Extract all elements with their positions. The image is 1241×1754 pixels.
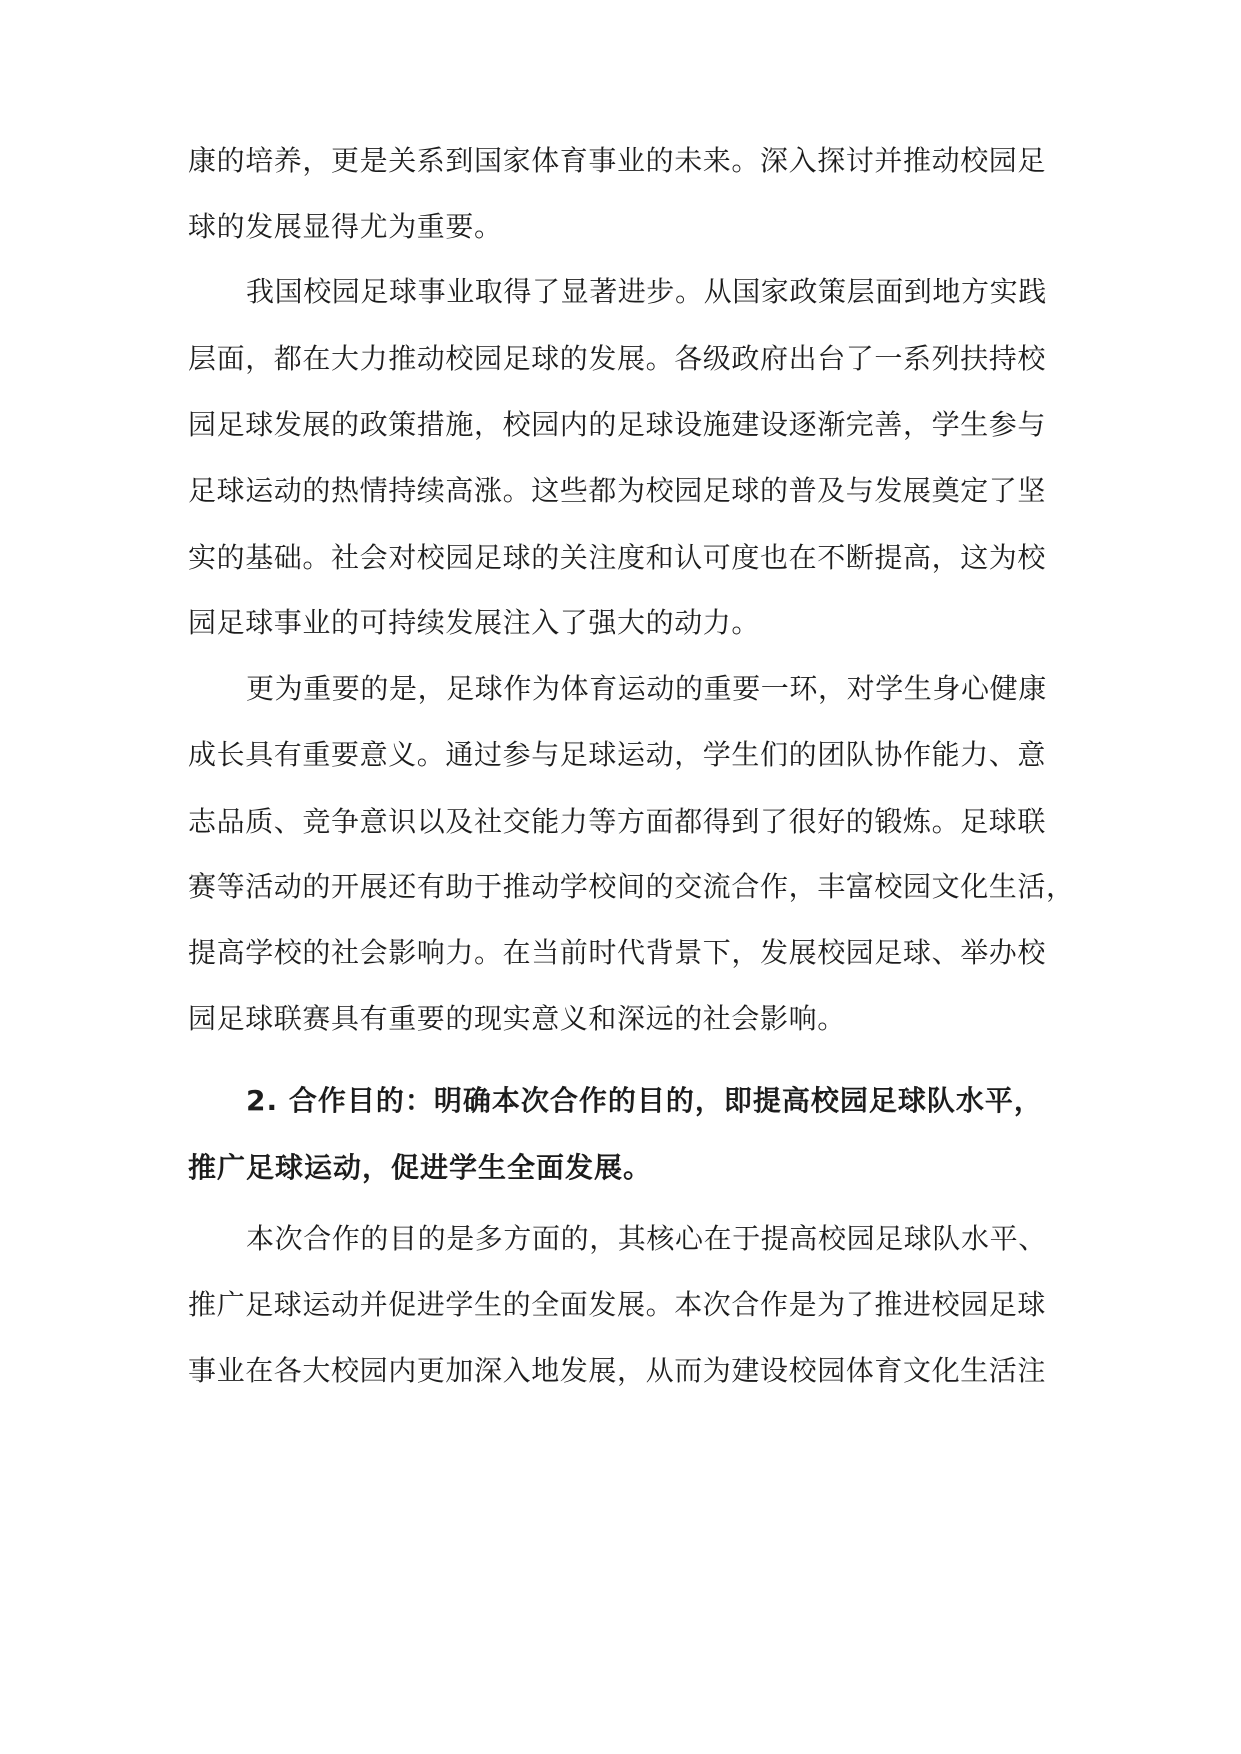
paragraph-line: 志品质、竞争意识以及社交能力等方面都得到了很好的锻炼。足球联	[188, 805, 1047, 838]
paragraph-line: 赛等活动的开展还有助于推动学校间的交流合作，丰富校园文化生活，	[188, 870, 1075, 903]
section-heading-line: 2. 合作目的：明确本次合作的目的，即提高校园足球队水平，	[246, 1084, 1043, 1117]
paragraph-line: 园足球发展的政策措施，校园内的足球设施建设逐渐完善，学生参与	[188, 408, 1047, 441]
paragraph-line: 我国校园足球事业取得了显著进步。从国家政策层面到地方实践	[246, 275, 1047, 308]
paragraph-line: 事业在各大校园内更加深入地发展，从而为建设校园体育文化生活注	[188, 1354, 1047, 1387]
paragraph-line: 推广足球运动并促进学生的全面发展。本次合作是为了推进校园足球	[188, 1288, 1047, 1321]
section-heading-line: 推广足球运动，促进学生全面发展。	[188, 1151, 653, 1184]
paragraph-line: 实的基础。社会对校园足球的关注度和认可度也在不断提高，这为校	[188, 541, 1047, 574]
paragraph-line: 球的发展显得尤为重要。	[188, 210, 503, 243]
paragraph-line: 成长具有重要意义。通过参与足球运动，学生们的团队协作能力、意	[188, 738, 1047, 771]
paragraph-line: 足球运动的热情持续高涨。这些都为校园足球的普及与发展奠定了坚	[188, 474, 1047, 507]
paragraph-line: 提高学校的社会影响力。在当前时代背景下，发展校园足球、举办校	[188, 936, 1047, 969]
paragraph-line: 园足球事业的可持续发展注入了强大的动力。	[188, 606, 761, 639]
paragraph-line: 层面，都在大力推动校园足球的发展。各级政府出台了一系列扶持校	[188, 342, 1047, 375]
paragraph-line: 康的培养，更是关系到国家体育事业的未来。深入探讨并推动校园足	[188, 144, 1047, 177]
paragraph-line: 更为重要的是，足球作为体育运动的重要一环，对学生身心健康	[246, 672, 1047, 705]
paragraph-line: 园足球联赛具有重要的现实意义和深远的社会影响。	[188, 1002, 846, 1035]
paragraph-line: 本次合作的目的是多方面的，其核心在于提高校园足球队水平、	[246, 1222, 1047, 1255]
